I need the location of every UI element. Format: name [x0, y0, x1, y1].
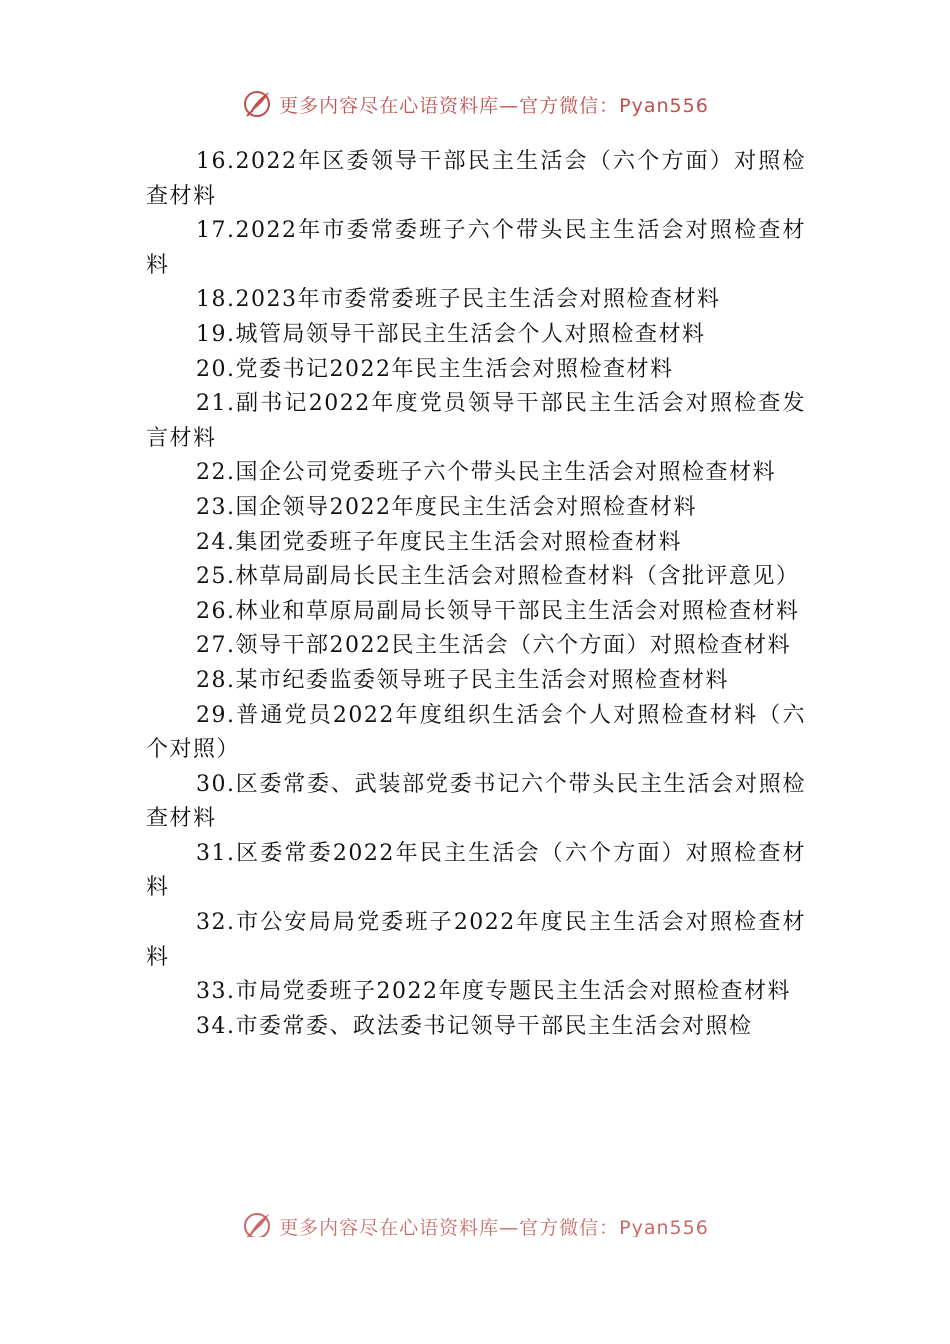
list-item: 26.林业和草原局副局长领导干部民主生活会对照检查材料	[196, 598, 800, 624]
list-item: 28.某市纪委监委领导班子民主生活会对照检查材料	[196, 667, 729, 693]
list-item: 20.党委书记2022年民主生活会对照检查材料	[196, 356, 674, 382]
quill-pen-logo-icon	[241, 1210, 273, 1237]
watermark-footer	[0, 1203, 950, 1237]
list-item: 30.区委常委、武装部党委书记六个带头民主生活会对照检查材料	[146, 771, 806, 832]
list-item: 27.领导干部2022民主生活会（六个方面）对照检查材料	[196, 633, 791, 659]
list-item: 29.普通党员2022年度组织生活会个人对照检查材料（六个对照）	[146, 702, 806, 763]
list-item: 22.国企公司党委班子六个带头民主生活会对照检查材料	[196, 460, 776, 486]
list-item: 17.2022年市委常委班子六个带头民主生活会对照检查材料	[146, 218, 806, 278]
document-list	[146, 145, 806, 1044]
list-item: 33.市局党委班子2022年度专题民主生活会对照检查材料	[196, 979, 791, 1005]
list-item: 21.副书记2022年度党员领导干部民主生活会对照检查发言材料	[146, 391, 806, 451]
list-item: 25.林草局副局长民主生活会对照检查材料（含批评意见）	[196, 564, 800, 590]
watermark-text: 更多内容尽在心语资料库—官方微信：Pyan556	[279, 94, 709, 117]
list-item: 18.2023年市委常委班子民主生活会对照检查材料	[196, 287, 721, 313]
list-item: 16.2022年区委领导干部民主生活会（六个方面）对照检查材料	[146, 149, 806, 209]
list-item: 19.城管局领导干部民主生活会个人对照检查材料	[196, 321, 706, 347]
list-item: 24.集团党委班子年度民主生活会对照检查材料	[196, 529, 682, 555]
watermark-text: 更多内容尽在心语资料库—官方微信：Pyan556	[279, 1216, 709, 1237]
list-item: 31.区委常委2022年民主生活会（六个方面）对照检查材料	[146, 840, 806, 901]
list-item: 23.国企领导2022年度民主生活会对照检查材料	[196, 494, 697, 520]
list-item: 34.市委常委、政法委书记领导干部民主生活会对照检	[196, 1013, 753, 1039]
list-item: 32.市公安局局党委班子2022年度民主生活会对照检查材料	[146, 910, 806, 970]
